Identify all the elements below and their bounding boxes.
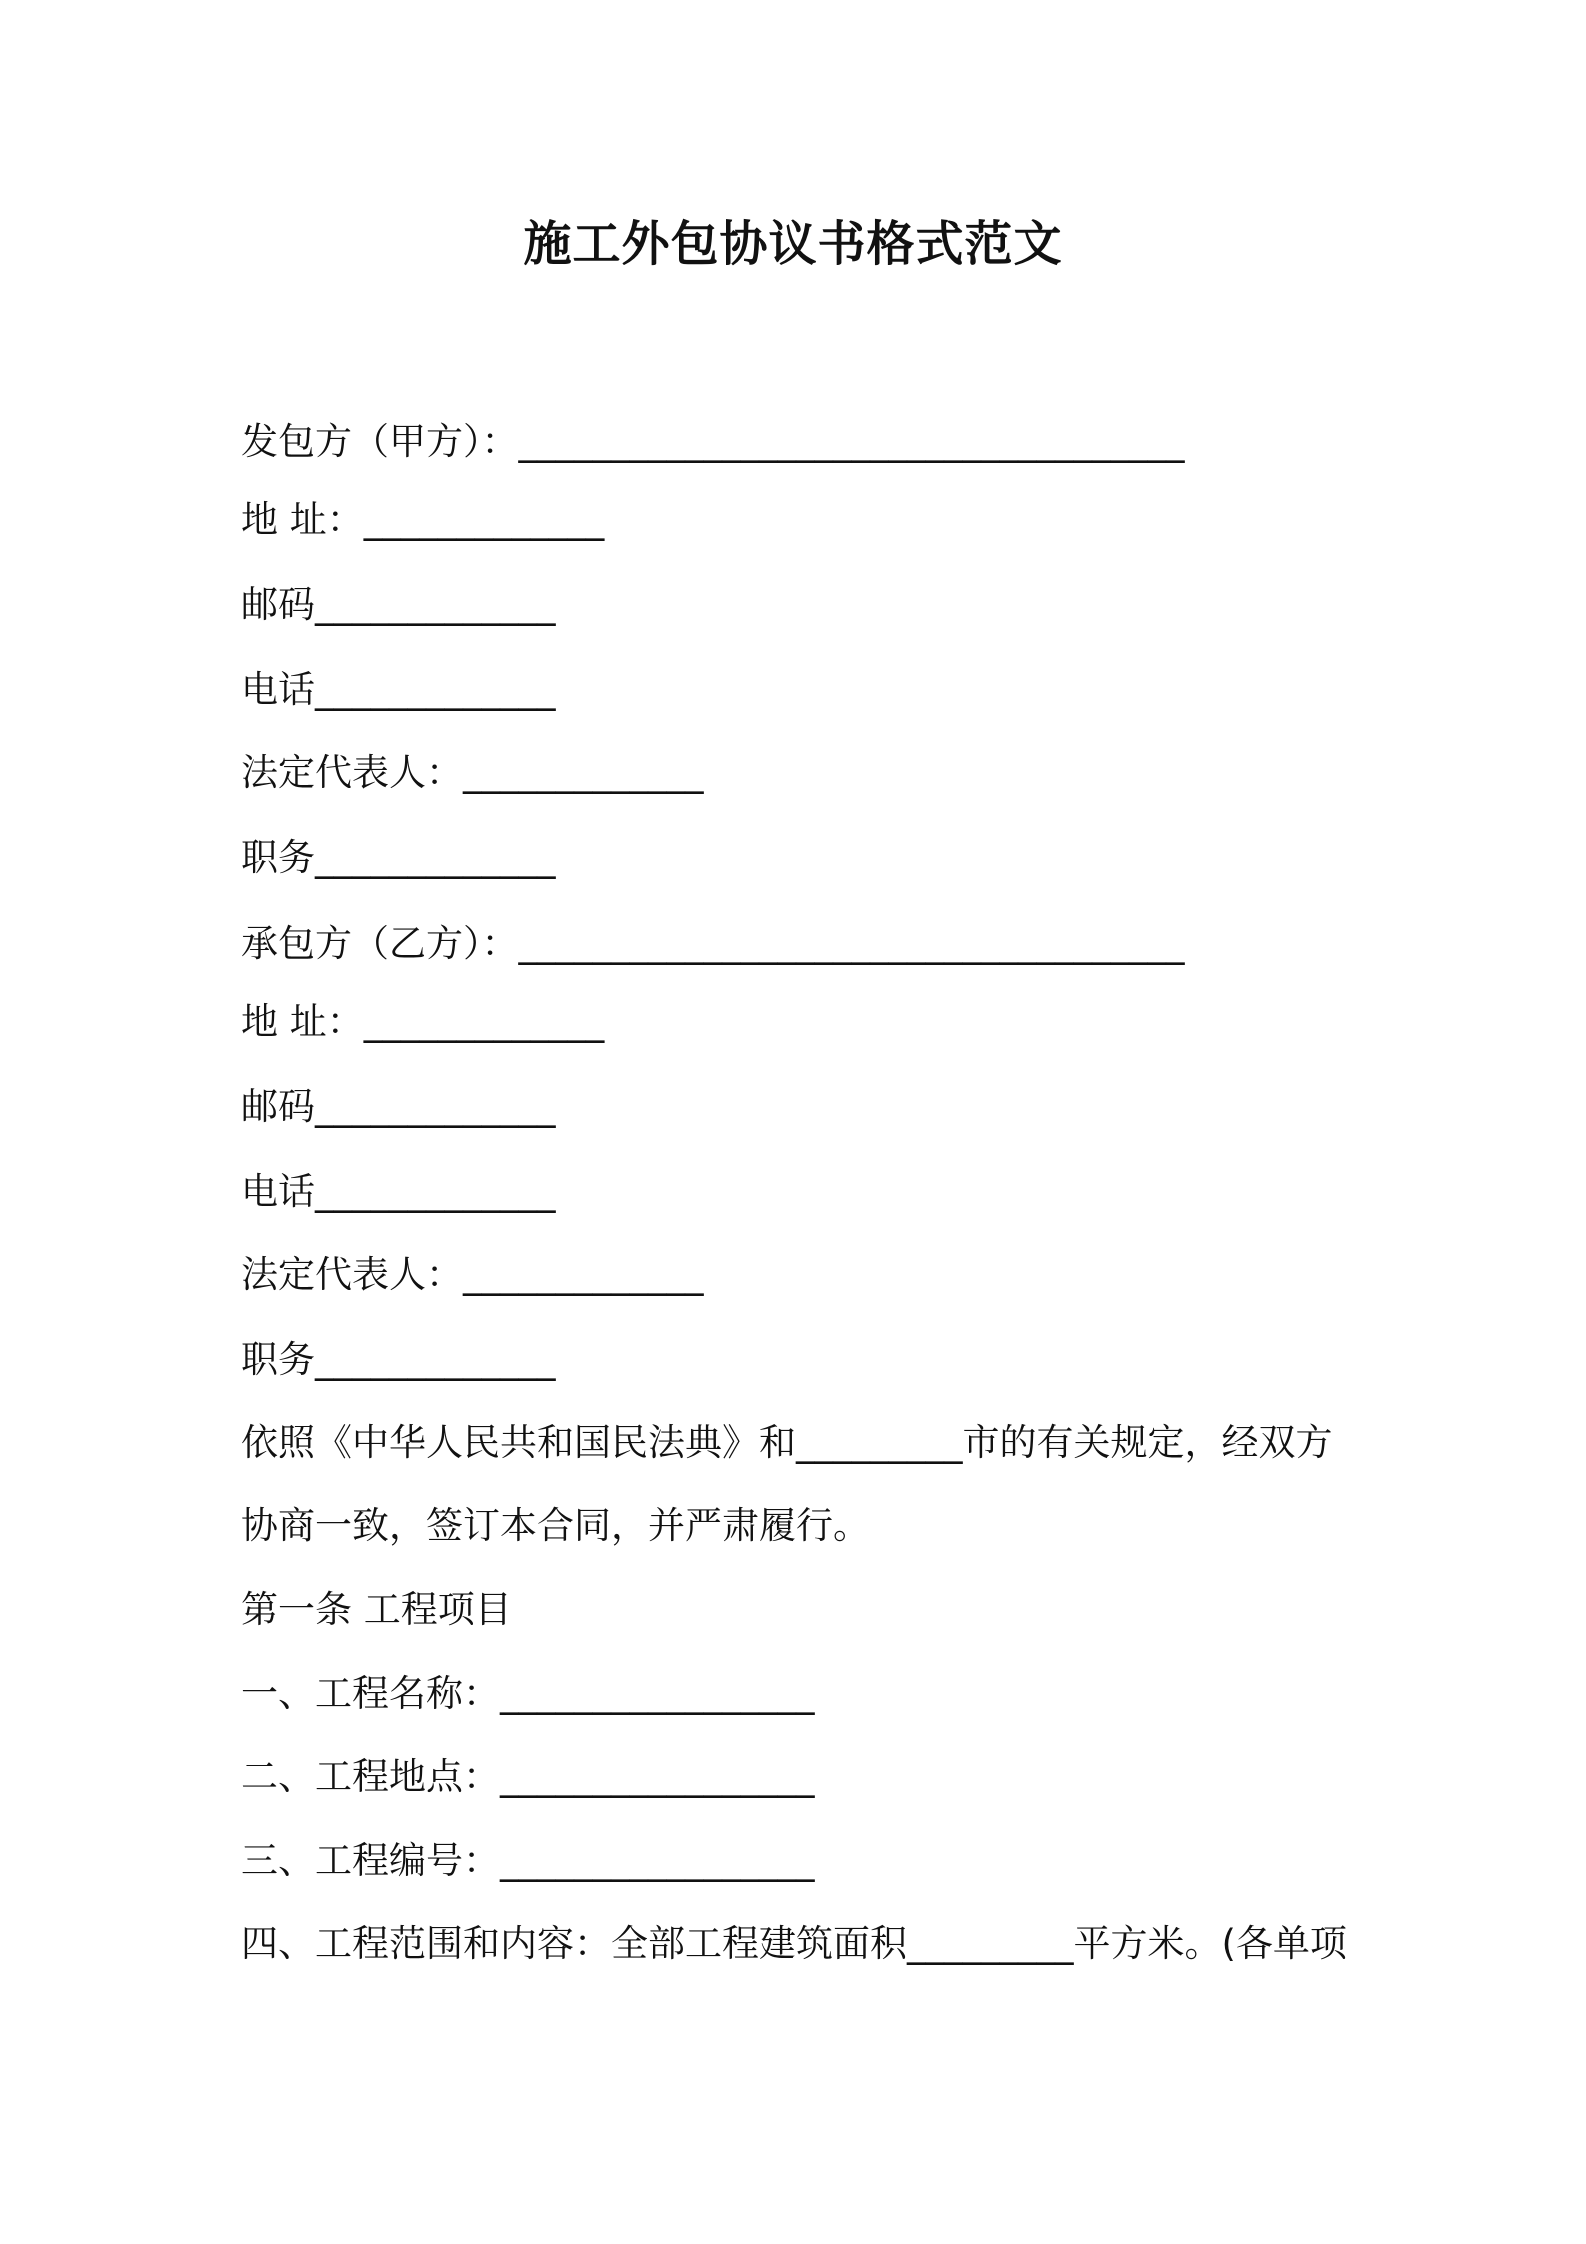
preamble-line-2: 协商一致，签订本合同，并严肃履行。 (241, 1504, 870, 1547)
party-a-phone-line: 电话_____________ (241, 668, 556, 711)
party-b-name-line: 承包方（乙方）：____________________________________ (241, 922, 1185, 965)
party-a-legal-rep-line: 法定代表人：_____________ (241, 751, 704, 794)
project-name-line: 一、工程名称：_________________ (241, 1672, 815, 1715)
article-1-heading: 第一条 工程项目 (241, 1588, 512, 1631)
party-a-postcode-line: 邮码_____________ (241, 583, 556, 626)
party-a-address-line: 地 址：_____________ (241, 498, 605, 541)
party-b-position-line: 职务_____________ (241, 1338, 556, 1381)
party-b-phone-line: 电话_____________ (241, 1170, 556, 1213)
project-scope-line: 四、工程范围和内容：全部工程建筑面积_________平方米。(各单项 (241, 1922, 1347, 1965)
party-b-address-line: 地 址：_____________ (241, 1000, 605, 1043)
party-b-postcode-line: 邮码_____________ (241, 1085, 556, 1128)
document-title: 施工外包协议书格式范文 (523, 216, 1063, 272)
party-a-name-line: 发包方（甲方）：____________________________________ (241, 420, 1185, 463)
party-a-position-line: 职务_____________ (241, 836, 556, 879)
project-location-line: 二、工程地点：_________________ (241, 1755, 815, 1798)
party-b-legal-rep-line: 法定代表人：_____________ (241, 1253, 704, 1296)
preamble-line-1: 依照《中华人民共和国民法典》和_________市的有关规定，经双方 (241, 1421, 1333, 1464)
project-number-line: 三、工程编号：_________________ (241, 1839, 815, 1882)
